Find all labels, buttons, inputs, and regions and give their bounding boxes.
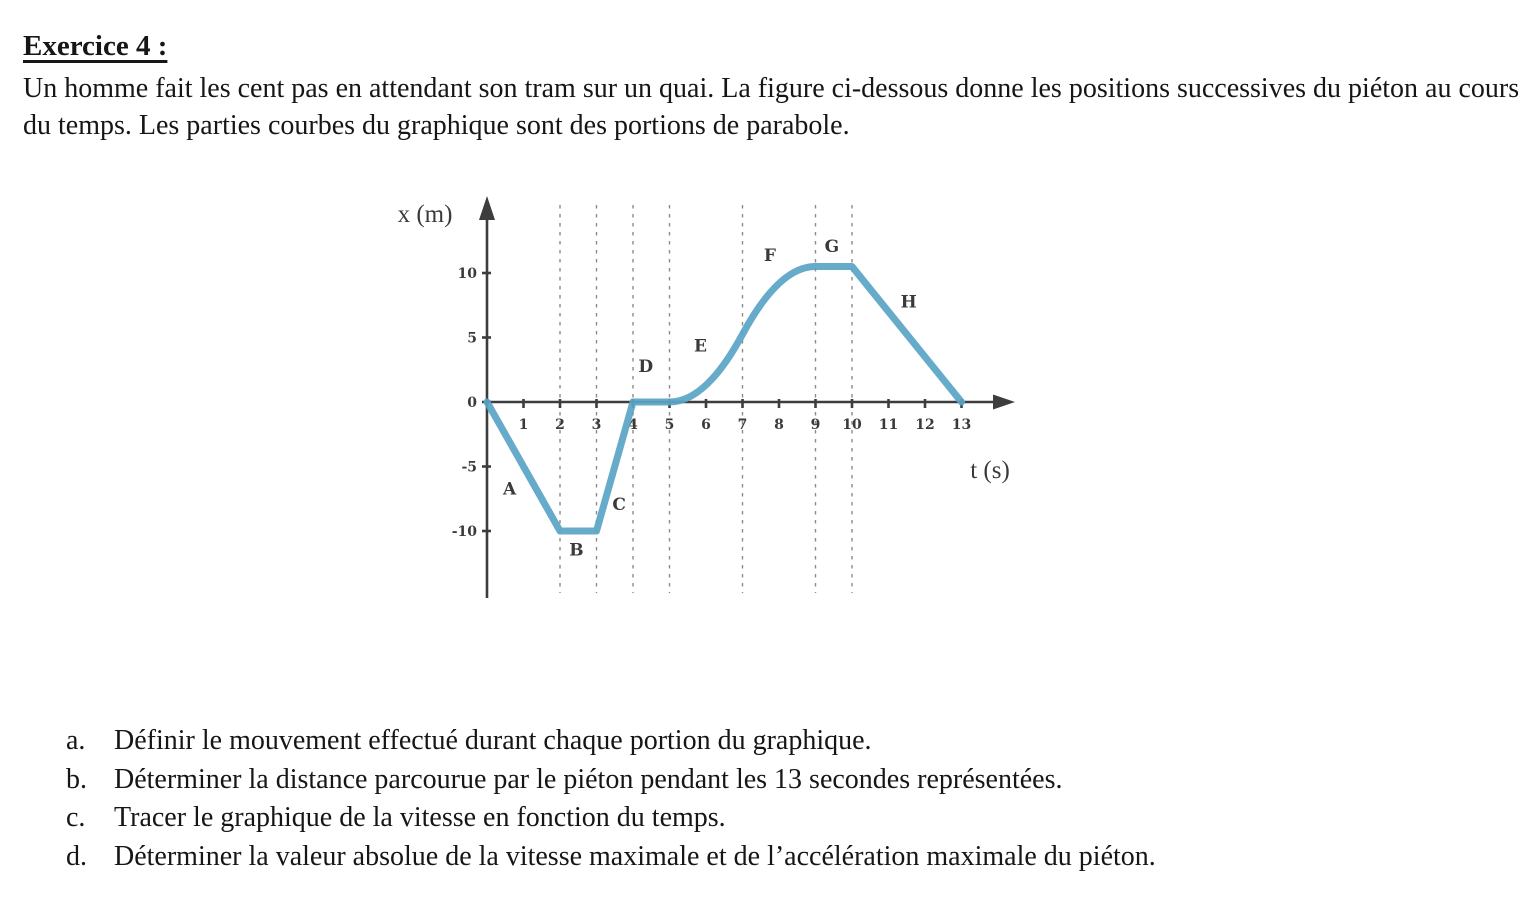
svg-text:13: 13: [951, 417, 972, 433]
svg-text:1: 1: [518, 417, 529, 433]
question-letter: c.: [66, 802, 86, 833]
svg-text:11: 11: [878, 417, 899, 433]
svg-text:10: 10: [457, 266, 477, 282]
svg-text:2: 2: [555, 417, 565, 433]
question-text: Tracer le graphique de la vitesse en fonction du temps.: [114, 802, 726, 833]
svg-text:5: 5: [664, 417, 675, 433]
svg-text:8: 8: [774, 417, 784, 433]
exercise-title: Exercice 4 :: [23, 30, 168, 62]
svg-text:5: 5: [467, 330, 477, 347]
svg-text:G: G: [824, 237, 840, 258]
svg-text:B: B: [569, 540, 584, 561]
svg-text:H: H: [900, 292, 917, 313]
x-axis-title: t (s): [970, 457, 1010, 484]
svg-text:4: 4: [628, 417, 638, 433]
svg-text:7: 7: [737, 417, 748, 433]
question-item: [66, 799, 1156, 838]
question-list: [66, 722, 1156, 876]
question-item: [66, 838, 1156, 877]
svg-text:C: C: [612, 495, 626, 516]
svg-text:9: 9: [810, 417, 821, 433]
position-time-graph: [378, 188, 1038, 608]
question-text: Déterminer la valeur absolue de la vitesse maximale et de l’accélération maximale du piéton.: [114, 840, 1156, 872]
question-letter: a.: [66, 725, 86, 756]
svg-text:A: A: [502, 479, 517, 500]
svg-text:-10: -10: [451, 524, 477, 540]
svg-text:F: F: [763, 246, 776, 267]
y-axis-arrow: [479, 196, 495, 220]
svg-text:0: 0: [467, 395, 477, 411]
segment-labels: [502, 237, 917, 560]
y-axis-title: x (m): [397, 201, 453, 228]
exercise-intro: Un homme fait les cent pas en attendant son tram sur un quai. La figure ci-dessous donne les positions successives du piéton au cours du temps. Les parties courbes du graphique sont des portions de parabole.: [23, 73, 1520, 141]
svg-text:12: 12: [915, 417, 935, 433]
svg-text:-5: -5: [461, 459, 477, 476]
svg-text:3: 3: [591, 417, 602, 433]
svg-text:10: 10: [842, 417, 862, 433]
position-time-graph-svg: [378, 188, 1038, 608]
question-text: Déterminer la distance parcourue par le piéton pendant les 13 secondes représentées.: [114, 763, 1063, 795]
question-text: Définir le mouvement effectué durant chaque portion du graphique.: [114, 725, 872, 756]
question-item: [66, 722, 1156, 761]
x-tick-labels: [519, 417, 972, 433]
position-curve: [487, 267, 962, 532]
question-letter: b.: [66, 763, 87, 795]
svg-text:E: E: [694, 336, 707, 357]
y-tick-labels: [452, 266, 478, 540]
question-letter: d.: [66, 840, 87, 872]
svg-text:6: 6: [701, 417, 711, 433]
x-axis-arrow: [993, 395, 1015, 410]
question-item: [66, 761, 1156, 800]
svg-text:D: D: [638, 357, 654, 378]
